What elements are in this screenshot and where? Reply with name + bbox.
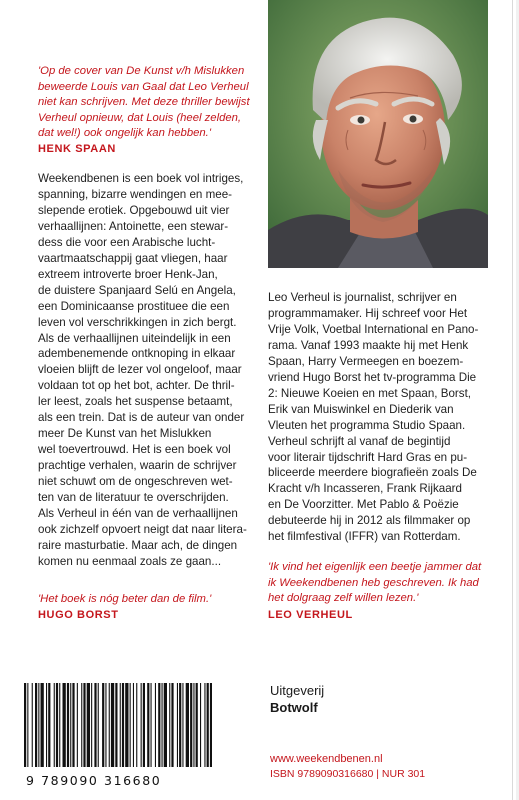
- barcode-bar: [83, 683, 85, 767]
- barcode-bar: [38, 683, 39, 767]
- blurb-line: ler leest, zoals het suspense betaamt,: [38, 395, 233, 409]
- author-photo: [268, 0, 488, 268]
- quote-line: niet kan schrijven. Met deze thriller bewijst: [38, 96, 250, 109]
- barcode-bar: [210, 683, 212, 767]
- blurb-line: slepende erotiek. Opgebouwd uit vier: [38, 203, 230, 217]
- book-blurb: [38, 171, 263, 570]
- barcode-digits: 9 789090 316680: [26, 773, 162, 788]
- barcode-bar: [125, 683, 128, 767]
- barcode-bar: [102, 683, 104, 767]
- bio-line: voor literair tijdschrift Hard Gras en pu-: [268, 450, 468, 464]
- attribution-henk-spaan: HENK SPAAN: [38, 143, 116, 155]
- blurb-line: vloeien blijft de lezer vol ongeloof, maar: [38, 363, 242, 377]
- barcode-bar: [207, 683, 209, 767]
- quote-line: Verheul opnieuw, dat Louis (heel zelden,: [38, 111, 242, 124]
- blurb-line: niet schuwt om de ongeschreven wet-: [38, 475, 233, 489]
- barcode-bar: [109, 683, 110, 767]
- author-bio: [268, 290, 488, 545]
- blurb-line: leven vol verschrikkingen in zich bergt.: [38, 315, 237, 329]
- barcode-bar: [32, 683, 33, 767]
- barcode-bar: [46, 683, 47, 767]
- barcode-bar: [136, 683, 137, 767]
- barcode-bar: [196, 683, 198, 767]
- barcode-bar: [130, 683, 131, 767]
- blurb-line: Weekendbenen is een boek vol intriges,: [38, 172, 244, 185]
- barcode-bar: [24, 683, 26, 767]
- barcode-bar: [48, 683, 50, 767]
- quote-henk-spaan: [38, 64, 263, 142]
- publisher-label: Uitgeverij: [270, 683, 325, 698]
- quote-line: 'Het boek is nóg beter dan de film.': [38, 593, 212, 605]
- barcode-bar: [141, 683, 142, 767]
- bio-line: Spaan, Harry Vermeegen en boezem-: [268, 354, 464, 368]
- publisher-name: Botwolf: [270, 700, 318, 715]
- barcode-bar: [193, 683, 194, 767]
- blurb-line: raire masturbatie. Maar ach, de dingen: [38, 538, 238, 552]
- blurb-line: ook zichzelf opvoert neigt dat naar litera-: [38, 522, 247, 536]
- quote-line: 'Ik vind het eigenlijk een beetje jammer dat: [268, 561, 482, 573]
- barcode-bar: [54, 683, 55, 767]
- blurb-line: spanning, bizarre wendingen en mee-: [38, 187, 232, 201]
- page-edge-line: [512, 0, 513, 800]
- barcode-bar: [70, 683, 71, 767]
- barcode-bar: [133, 683, 134, 767]
- bio-line: rama. Vanaf 1993 maakte hij met Henk: [268, 338, 469, 352]
- barcode-bar: [158, 683, 160, 767]
- barcode-bar: [91, 683, 92, 767]
- barcode-bar: [35, 683, 37, 767]
- bio-line: Vleuten het programma Studio Spaan.: [268, 418, 466, 432]
- website-link[interactable]: www.weekendbenen.nl: [270, 753, 383, 765]
- quote-line: dat wel!) ook ongelijk kan hebben.': [38, 127, 211, 140]
- bio-line: bliceerde meerdere biografieën zoals De: [268, 466, 477, 480]
- blurb-line: extreem introverte broer Henk-Jan,: [38, 267, 218, 281]
- isbn-barcode: [22, 683, 212, 795]
- blurb-line: adembenemende ontknoping in elkaar: [38, 347, 236, 361]
- blurb-line: dess die voor een Arabische lucht-: [38, 235, 216, 249]
- barcode-bar: [67, 683, 69, 767]
- barcode-bar: [147, 683, 149, 767]
- barcode-bar: [164, 683, 167, 767]
- blurb-line: Als de verhaallijnen uiteindelijk in een: [38, 331, 231, 345]
- blurb-line: voldaan tot op het bot, achter. De thril-: [38, 379, 235, 393]
- attribution-leo-verheul: LEO VERHEUL: [268, 609, 353, 621]
- bio-line: 2: Nieuwe Koeien en met Spaan, Borst,: [268, 386, 472, 400]
- barcode-bar: [77, 683, 78, 767]
- barcode-bar: [162, 683, 163, 767]
- barcode-bar: [190, 683, 192, 767]
- quote-hugo-borst: [38, 592, 263, 608]
- blurb-line: prachtige verhalen, waarin de schrijver: [38, 459, 237, 473]
- blurb-line: een Dominicaanse prostituee die een: [38, 299, 230, 313]
- barcode-bar: [81, 683, 82, 767]
- barcode-bar: [59, 683, 60, 767]
- barcode-bar: [87, 683, 90, 767]
- barcode-bar: [98, 683, 99, 767]
- barcode-bar: [177, 683, 178, 767]
- bio-line: debuteerde hij in 2012 als filmmaker op: [268, 514, 471, 528]
- barcode-bar: [204, 683, 205, 767]
- barcode-bar: [56, 683, 58, 767]
- barcode-bars: [22, 683, 212, 767]
- bio-line: Erik van Muiswinkel en Diederik van: [268, 402, 454, 416]
- blurb-line: de duistere Spanjaard Selú en Angela,: [38, 283, 236, 297]
- author-portrait-illustration: [268, 0, 488, 268]
- blurb-line: vaartmaatschappij gaat vliegen, haar: [38, 251, 228, 265]
- barcode-bar: [122, 683, 124, 767]
- bio-line: en De Voorzitter. Met Pablo & Poëzie: [268, 498, 459, 512]
- blurb-line: komen nu eenmaal zoals ze gaan...: [38, 554, 222, 568]
- barcode-bar: [63, 683, 66, 767]
- barcode-bar: [155, 683, 156, 767]
- blurb-line: meer De Kunst van het Mislukken: [38, 427, 212, 441]
- blurb-line: wel toevertrouwd. Het is een boek vol: [38, 443, 231, 457]
- barcode-bar: [27, 683, 28, 767]
- barcode-bar: [186, 683, 189, 767]
- barcode-bar: [72, 683, 74, 767]
- quote-line: beweerde Louis van Gaal dat Leo Verheul: [38, 80, 249, 93]
- quote-line: 'Op de cover van De Kunst v/h Mislukken: [38, 65, 245, 77]
- quote-line: ik Weekendbenen heb geschreven. Ik had: [268, 576, 479, 589]
- barcode-bar: [200, 683, 201, 767]
- publisher-block: [270, 682, 324, 716]
- blurb-line: als een trein. Dat is de auteur van onder: [38, 411, 245, 425]
- attribution-hugo-borst: HUGO BORST: [38, 609, 119, 621]
- barcode-bar: [115, 683, 117, 767]
- blurb-line: verhaallijnen: Antoinette, een stewar-: [38, 219, 229, 233]
- blurb-line: ten van de literatuur te overschrijden.: [38, 491, 229, 505]
- blurb-line: Als Verheul in één van de verhaallijnen: [38, 507, 238, 521]
- barcode-bar: [182, 683, 183, 767]
- isbn-nur-line: ISBN 9789090316680 | NUR 301: [270, 768, 426, 780]
- barcode-bar: [94, 683, 96, 767]
- quote-leo-verheul: [268, 560, 493, 607]
- quote-line: het dolgraag zelf willen lezen.': [268, 592, 419, 605]
- bio-line: Vrije Volk, Voetbal International en Pano-: [268, 322, 479, 336]
- bio-line: Verheul schrijft al vanaf de begintijd: [268, 434, 451, 448]
- bio-line: programmamaker. Hij schreef voor Het: [268, 306, 468, 320]
- barcode-bar: [171, 683, 173, 767]
- barcode-bar: [120, 683, 121, 767]
- barcode-bar: [111, 683, 114, 767]
- barcode-bar: [41, 683, 44, 767]
- bio-line: Kracht v/h Incasseren, Frank Rijkaard: [268, 482, 462, 496]
- barcode-bar: [151, 683, 152, 767]
- barcode-bar: [179, 683, 181, 767]
- bio-line: het filmfestival (IFFR) van Rotterdam.: [268, 530, 461, 544]
- bio-line: vriend Hugo Borst het tv-programma Die: [268, 370, 477, 384]
- barcode-bar: [143, 683, 145, 767]
- bio-line: Leo Verheul is journalist, schrijver en: [268, 291, 457, 304]
- barcode-bar: [105, 683, 106, 767]
- barcode-bar: [169, 683, 170, 767]
